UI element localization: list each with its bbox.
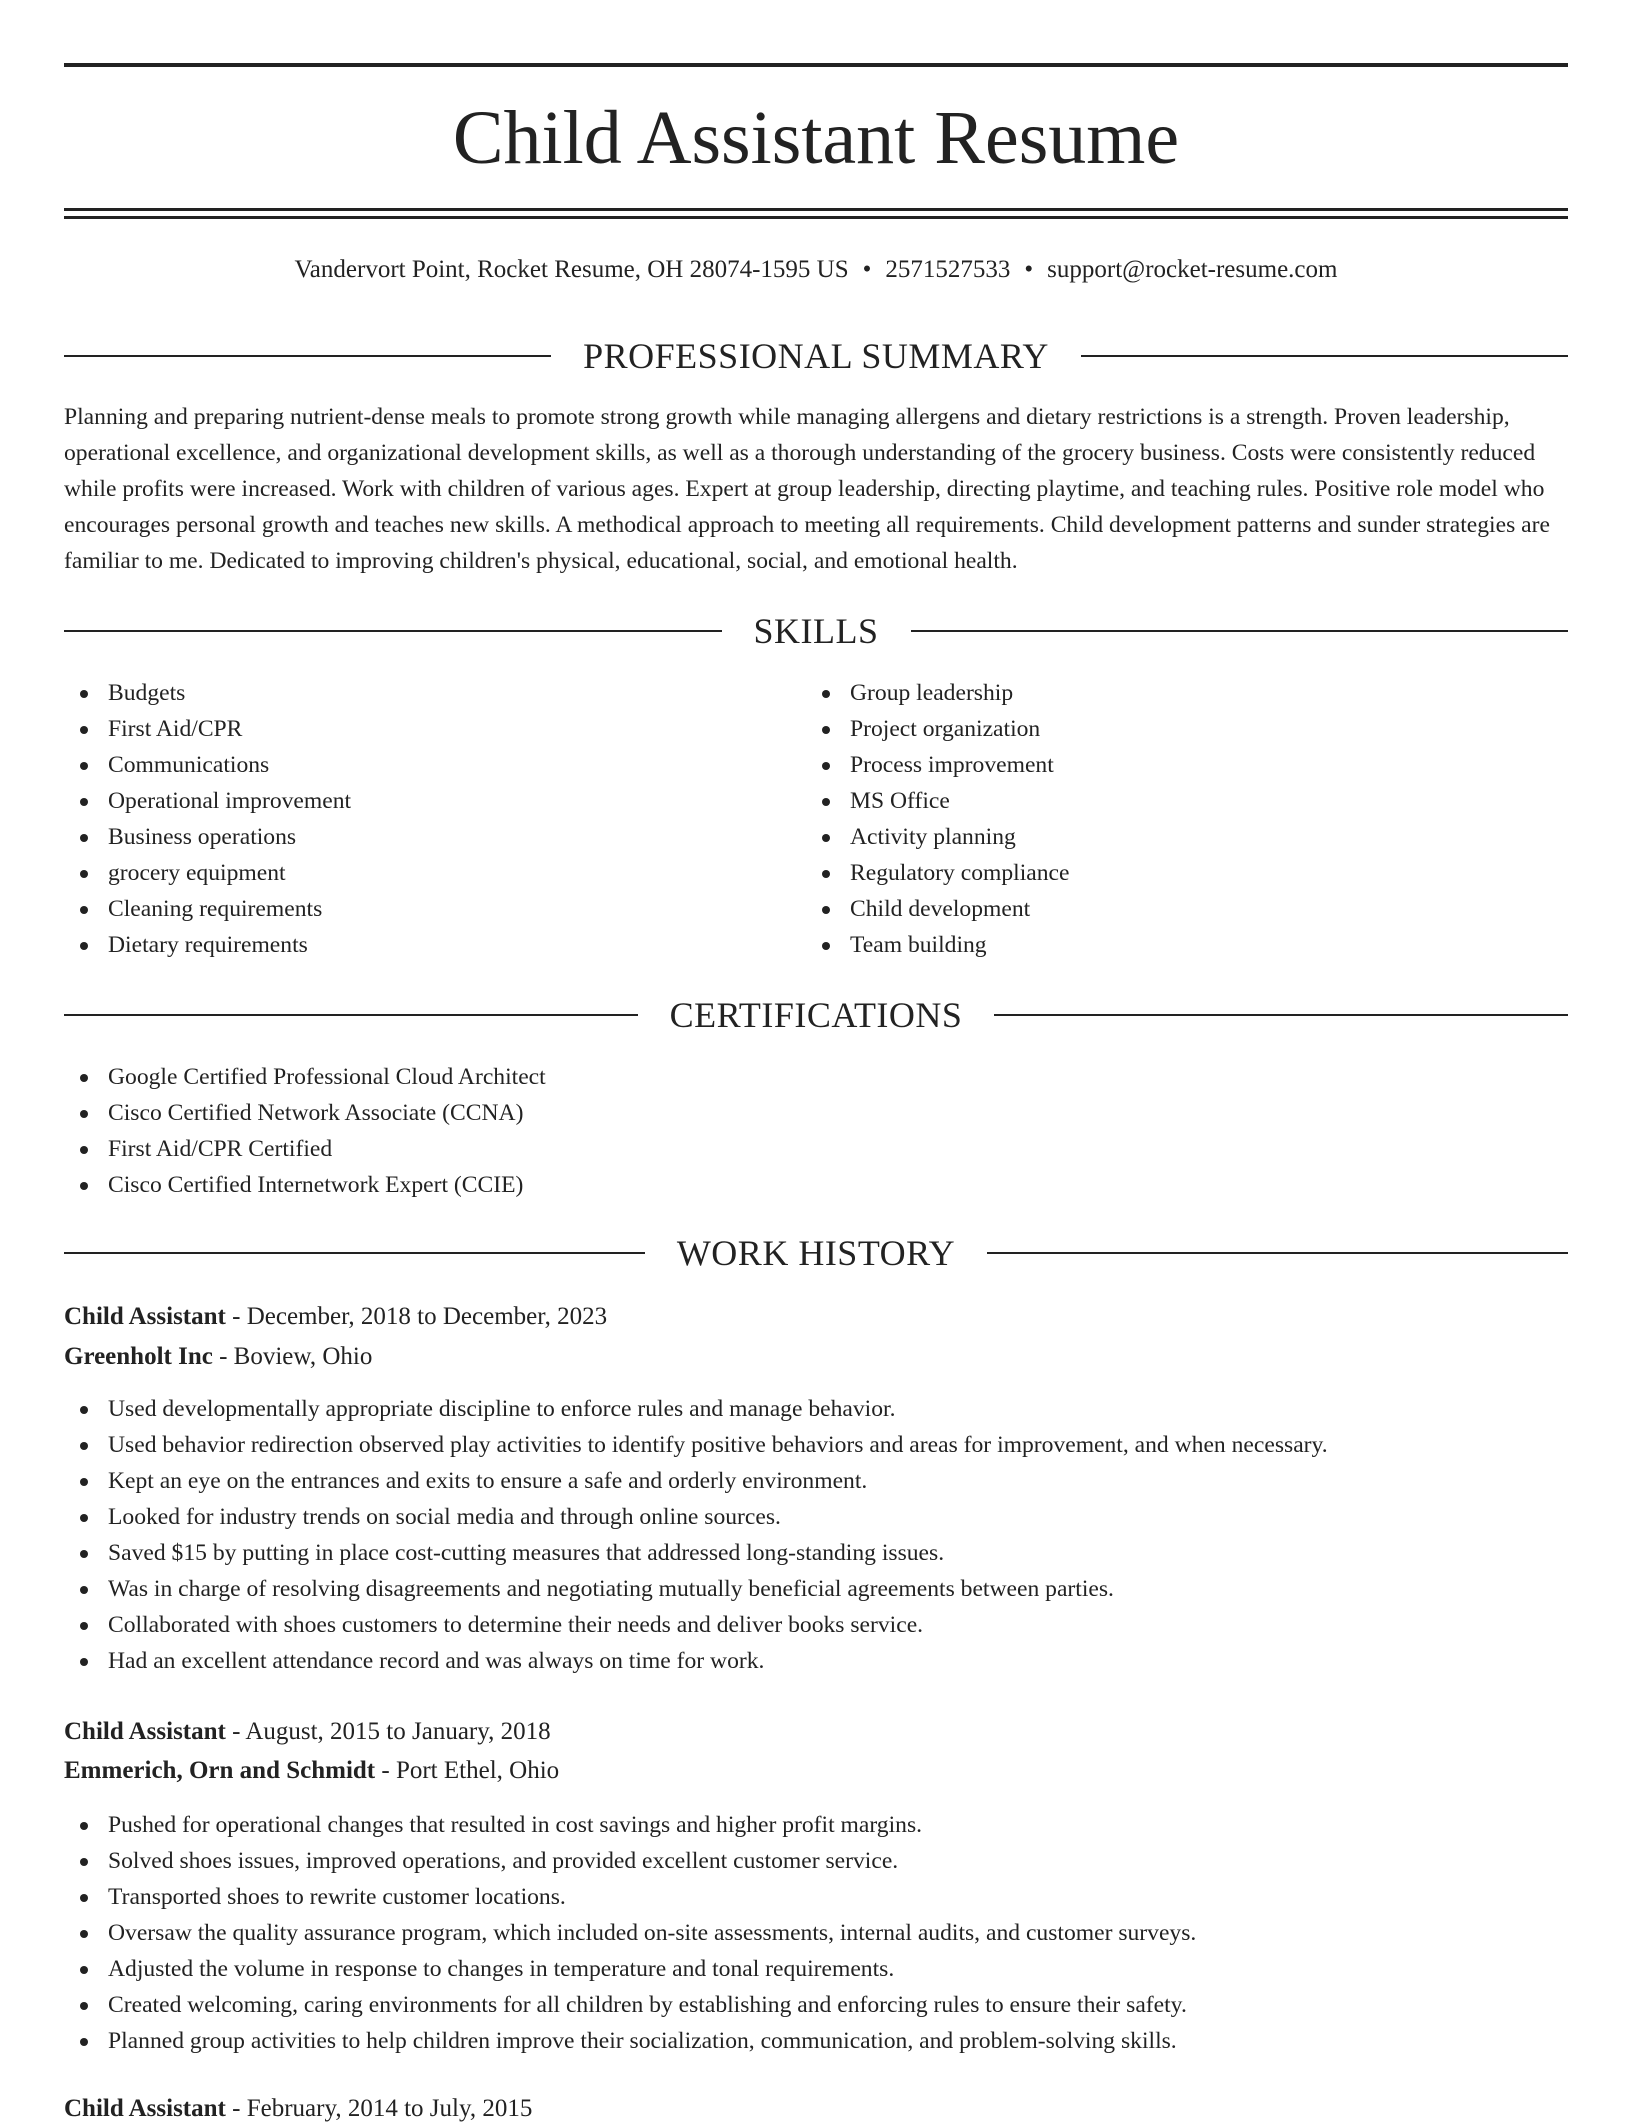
- job-duties-list: [64, 1391, 1568, 1679]
- section-title-skills: SKILLS: [753, 611, 879, 651]
- skill-item: grocery equipment: [64, 855, 804, 891]
- contact-address: Vandervort Point, Rocket Resume, OH 28074-1595 US: [294, 256, 849, 283]
- job-duty-item: Adjusted the volume in response to changes in temperature and tonal requirements.: [64, 1951, 1568, 1987]
- job-duty-item: Was in charge of resolving disagreements and negotiating mutually beneficial agreements between parties.: [64, 1571, 1568, 1607]
- contact-separator: •: [1024, 256, 1034, 283]
- section-rule-left: [64, 1014, 638, 1016]
- skills-list-left: [64, 675, 804, 963]
- skill-item: Activity planning: [806, 819, 1546, 855]
- job-duty-item: Solved shoes issues, improved operations, and provided excellent customer service.: [64, 1843, 1568, 1879]
- skill-item: First Aid/CPR: [64, 711, 804, 747]
- job-duty-item: Planned group activities to help children improve their socialization, communication, and problem-solving skills.: [64, 2023, 1568, 2059]
- skill-item: Project organization: [806, 711, 1546, 747]
- skill-item: Regulatory compliance: [806, 855, 1546, 891]
- skill-item: Cleaning requirements: [64, 891, 804, 927]
- job-duty-item: Saved $15 by putting in place cost-cutting measures that addressed long-standing issues.: [64, 1535, 1568, 1571]
- section-rule-left: [64, 1252, 645, 1254]
- certification-item: Cisco Certified Internetwork Expert (CCIE): [64, 1167, 1568, 1203]
- skill-item: Operational improvement: [64, 783, 804, 819]
- job-dates: February, 2014 to July, 2015: [246, 2095, 533, 2122]
- section-rule-right: [911, 630, 1569, 632]
- job-heading: Child Assistant - February, 2014 to July, 2015: [64, 2095, 533, 2122]
- contact-phone: 2571527533: [885, 256, 1011, 283]
- skill-item: Budgets: [64, 675, 804, 711]
- title-top-rule: [64, 63, 1568, 67]
- skill-item: MS Office: [806, 783, 1546, 819]
- skill-item: Communications: [64, 747, 804, 783]
- job-duty-item: Used developmentally appropriate discipline to enforce rules and manage behavior.: [64, 1391, 1568, 1427]
- job-role: Child Assistant: [64, 1303, 226, 1330]
- title-bottom-rule-second: [64, 216, 1568, 219]
- job-role: Child Assistant: [64, 2095, 226, 2122]
- job-duty-item: Kept an eye on the entrances and exits to ensure a safe and orderly environment.: [64, 1463, 1568, 1499]
- job-duty-item: Pushed for operational changes that resulted in cost savings and higher profit margins.: [64, 1807, 1568, 1843]
- job-heading: Child Assistant - December, 2018 to December, 2023: [64, 1303, 608, 1330]
- contact-separator: •: [862, 256, 872, 283]
- job-employer: Greenholt Inc - Boview, Ohio: [64, 1343, 373, 1370]
- job-role: Child Assistant: [64, 1718, 226, 1745]
- skill-item: Group leadership: [806, 675, 1546, 711]
- certification-item: Cisco Certified Network Associate (CCNA): [64, 1095, 1568, 1131]
- job-company: Greenholt Inc: [64, 1343, 213, 1370]
- job-location: Boview, Ohio: [233, 1343, 373, 1370]
- job-dates: December, 2018 to December, 2023: [246, 1303, 608, 1330]
- skills-list-right: [806, 675, 1546, 963]
- job-company: Emmerich, Orn and Schmidt: [64, 1757, 376, 1784]
- section-rule-right: [1081, 355, 1568, 357]
- section-header-summary: [64, 332, 1568, 380]
- section-rule-right: [987, 1252, 1568, 1254]
- section-rule-left: [64, 630, 722, 632]
- section-title-summary: PROFESSIONAL SUMMARY: [583, 336, 1049, 376]
- skill-item: Business operations: [64, 819, 804, 855]
- skill-item: Dietary requirements: [64, 927, 804, 963]
- title-bottom-rule: [64, 208, 1568, 211]
- job-duty-item: Looked for industry trends on social media and through online sources.: [64, 1499, 1568, 1535]
- contact-email[interactable]: support@rocket-resume.com: [1047, 256, 1338, 283]
- resume-title: Child Assistant Resume: [452, 96, 1180, 180]
- job-dates: August, 2015 to January, 2018: [245, 1718, 551, 1745]
- section-header-work-history: [64, 1229, 1568, 1277]
- section-header-skills: [64, 607, 1568, 655]
- skill-item: Team building: [806, 927, 1546, 963]
- job-heading: Child Assistant - August, 2015 to January, 2018: [64, 1718, 551, 1745]
- section-title-certifications: CERTIFICATIONS: [669, 995, 963, 1035]
- job-duty-item: Oversaw the quality assurance program, which included on-site assessments, internal audits, and customer surveys.: [64, 1915, 1568, 1951]
- section-rule-right: [994, 1014, 1568, 1016]
- job-employer: Emmerich, Orn and Schmidt - Port Ethel, Ohio: [64, 1757, 560, 1784]
- job-duty-item: Had an excellent attendance record and was always on time for work.: [64, 1643, 1568, 1679]
- job-duty-item: Used behavior redirection observed play activities to identify positive behaviors and areas for improvement, and when necessary.: [64, 1427, 1568, 1463]
- certification-item: Google Certified Professional Cloud Architect: [64, 1059, 1568, 1095]
- job-duty-item: Created welcoming, caring environments for all children by establishing and enforcing rules to ensure their safety.: [64, 1987, 1568, 2023]
- certification-item: First Aid/CPR Certified: [64, 1131, 1568, 1167]
- job-location: Port Ethel, Ohio: [395, 1757, 560, 1784]
- contact-line: [64, 253, 1568, 287]
- section-rule-left: [64, 355, 551, 357]
- certifications-list: [64, 1059, 1568, 1203]
- skill-item: Child development: [806, 891, 1546, 927]
- job-duties-list: [64, 1807, 1568, 2059]
- professional-summary-text: Planning and preparing nutrient-dense meals to promote strong growth while managing allergens and dietary restrictions is a strength. Proven leadership, operational excellence, and organizational development skills, as well as a thorough understanding of the grocery business. Costs were consistently reduced while profits were increased. Work with children of various ages. Expert at group leadership, directing playtime, and teaching rules. Positive role model who encourages personal growth and teaches new skills. A methodical approach to meeting all requirements. Child development patterns and sunder strategies are familiar to me. Dedicated to improving children's physical, educational, social, and emotional health.: [64, 404, 1550, 574]
- skill-item: Process improvement: [806, 747, 1546, 783]
- job-duty-item: Collaborated with shoes customers to determine their needs and deliver books service.: [64, 1607, 1568, 1643]
- section-header-certifications: [64, 991, 1568, 1039]
- job-duty-item: Transported shoes to rewrite customer locations.: [64, 1879, 1568, 1915]
- section-title-work-history: WORK HISTORY: [676, 1233, 956, 1273]
